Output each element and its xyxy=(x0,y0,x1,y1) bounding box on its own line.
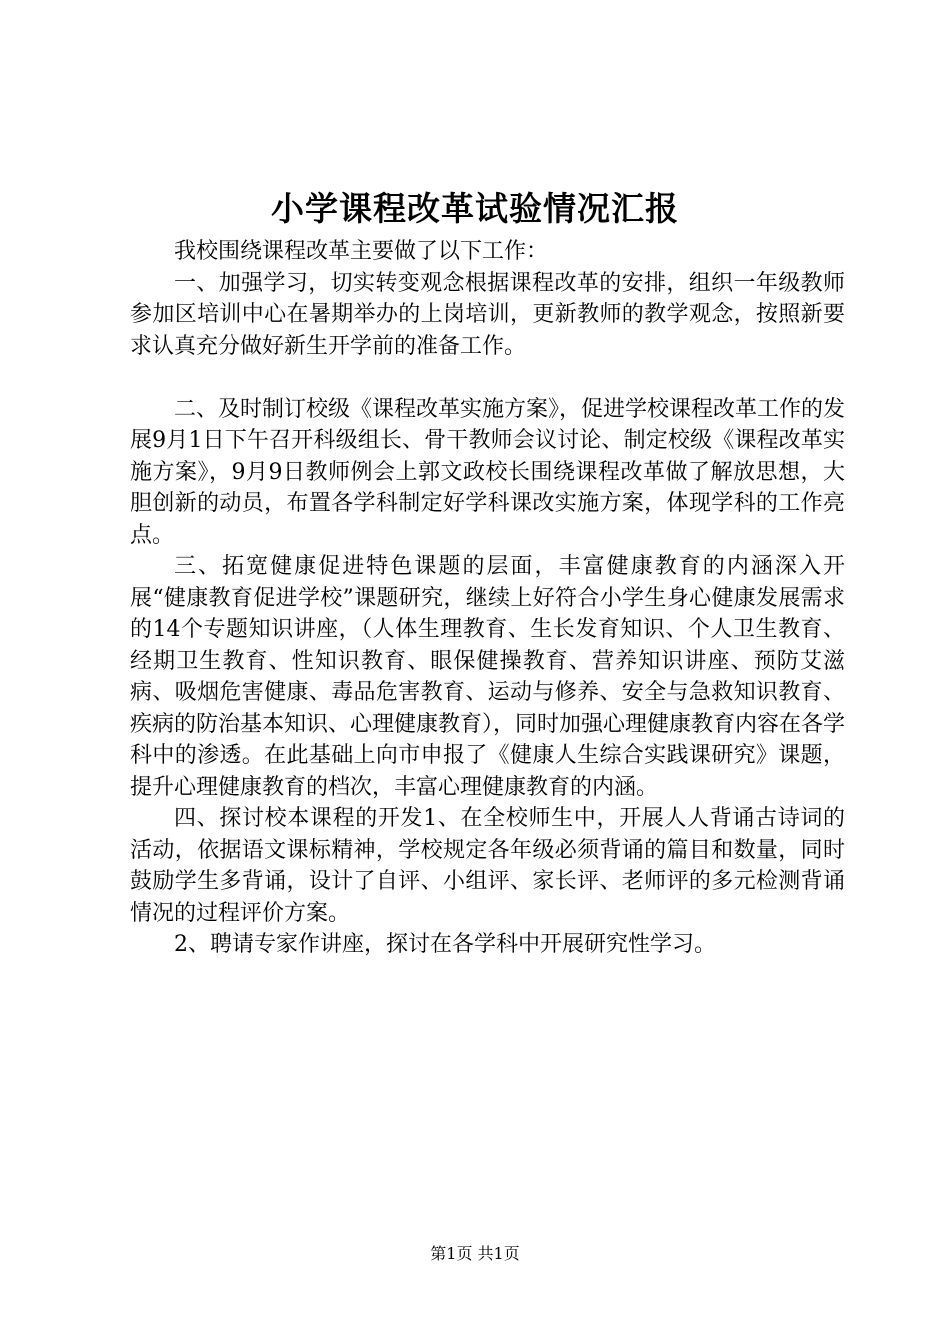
document-body xyxy=(130,236,845,961)
page-footer: 第1页 共1页 xyxy=(430,1244,520,1263)
paragraph-section-4-item-2: 2、聘请专家作讲座，探讨在各学科中开展研究性学习。 xyxy=(174,932,716,957)
paragraph-section-4: 四、探讨校本课程的开发1、在全校师生中，开展人人背诵古诗词的活动，依据语文课标精神，学校规定各年级必须背诵的篇目和数量，同时鼓励学生多背诵，设计了自评、小组评、家长评、老师评的多元检测背诵情况的过程评价方案。 xyxy=(130,806,845,926)
paragraph-section-1: 一、加强学习，切实转变观念根据课程改革的安排，组织一年级教师参加区培训中心在暑期举办的上岗培训，更新教师的教学观念，按照新要求认真充分做好新生开学前的准备工作。 xyxy=(130,270,845,359)
paragraph-spacer xyxy=(130,362,845,394)
paragraph-section-2: 二、及时制订校级《课程改革实施方案》，促进学校课程改革工作的发展9月1日下午召开科级组长、骨干教师会议讨论、制定校级《课程改革实施方案》，9月9日教师例会上郭文政校长围绕课程改革做了解放思想，大胆创新的动员，布置各学科制定好学科课改实施方案，体现学科的工作亮点。 xyxy=(130,396,846,548)
paragraph-section-3: 三、拓宽健康促进特色课题的层面，丰富健康教育的内涵深入开展“健康教育促进学校”课题研究，继续上好符合小学生身心健康发展需求的14个专题知识讲座，（人体生理教育、生长发育知识、个人卫生教育、经期卫生教育、性知识教育、眼保健操教育、营养知识讲座、预防艾滋病、吸烟危害健康、毒品危害教育、运动与修养、安全与急救知识教育、疾病的防治基本知识、心理健康教育），同时加强心理健康教育内容在各学科中的渗透。在此基础上向市申报了《健康人生综合实践课研究》课题，提升心理健康教育的档次，丰富心理健康教育的内涵。 xyxy=(130,554,846,800)
paragraph-intro: 我校围绕课程改革主要做了以下工作： xyxy=(174,239,549,264)
document-title: 小学课程改革试验情况汇报 xyxy=(271,189,679,228)
